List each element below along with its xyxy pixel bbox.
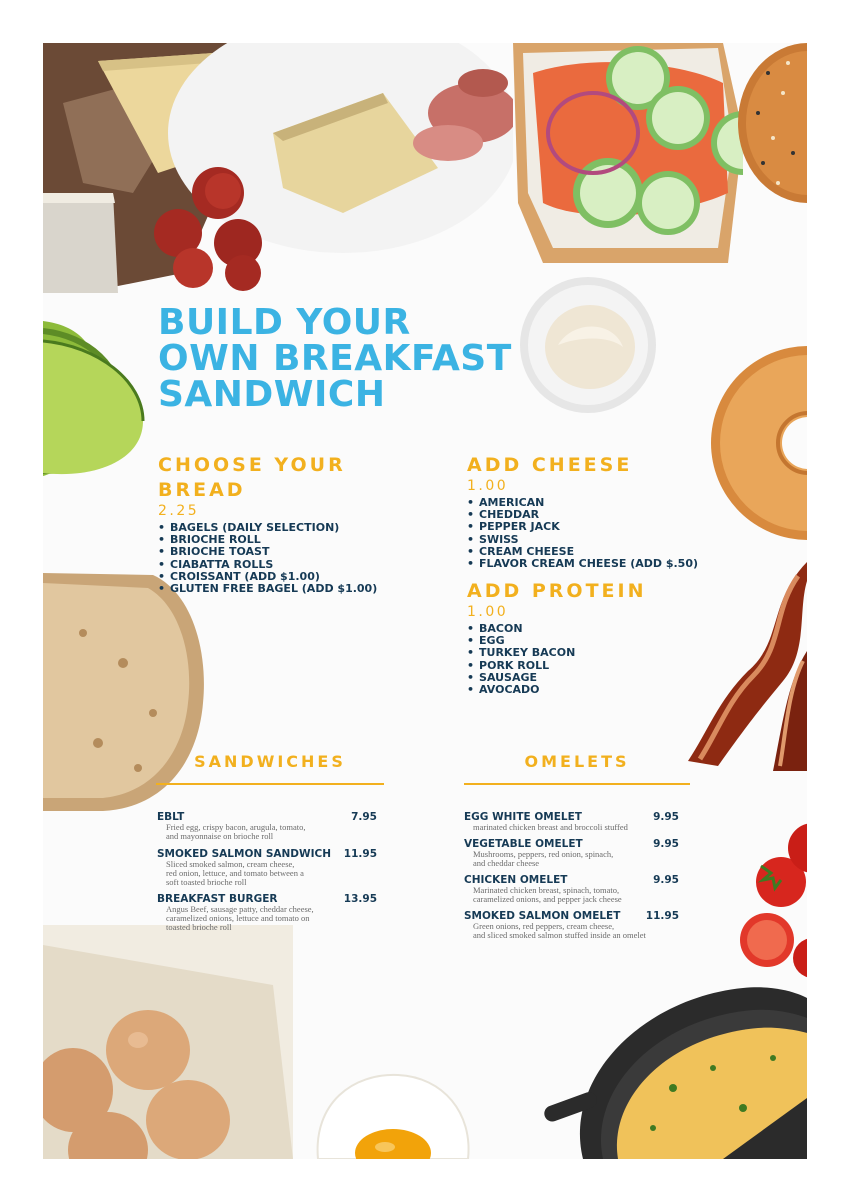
cheese-heading: ADD CHEESE (467, 454, 633, 476)
title-line-3: SANDWICH (158, 374, 386, 415)
item-desc-line: Marinated chicken breast, spinach, tomato, (473, 885, 620, 895)
skillet-omelet-icon (543, 978, 807, 1159)
item-desc-line: and cheddar cheese (473, 858, 540, 869)
list-item: • BAGELS (DAILY SELECTION) (158, 522, 378, 534)
item-name: EBLT (157, 811, 185, 823)
item-desc-line: Sliced smoked salmon, cream cheese, (166, 859, 295, 869)
sandwiches-divider (156, 783, 384, 785)
list-item: • AMERICAN (467, 497, 707, 509)
sandwich-item-eblt (157, 811, 377, 841)
item-price: 9.95 (653, 838, 679, 850)
item-desc-line: and mayonnaise on brioche roll (166, 831, 274, 842)
item-desc-line: Mushrooms, peppers, red onion, spinach, (473, 849, 614, 859)
item-desc-line: marinated chicken breast and broccoli stuffed (473, 822, 628, 832)
item-desc-line: soft toasted brioche roll (166, 877, 247, 888)
omelet-item-vegetable (464, 838, 679, 868)
list-item: • PEPPER JACK (467, 521, 707, 533)
omelet-item-smoked-salmon (464, 910, 679, 940)
menu-page (43, 43, 807, 1159)
bread-list (158, 522, 378, 595)
item-price: 13.95 (343, 893, 377, 905)
sandwiches-header (156, 752, 384, 785)
item-desc-line: caramelized onions, lettuce and tomato on (166, 913, 310, 924)
title-line-1: BUILD YOUR (158, 302, 411, 343)
list-item: • BRIOCHE TOAST (158, 546, 378, 558)
item-desc-line: and sliced smoked salmon stuffed inside an omelet (473, 930, 646, 941)
item-desc-line: toasted brioche roll (166, 922, 232, 933)
menu-title (158, 302, 518, 415)
list-item: • CHEDDAR (467, 509, 707, 521)
list-item: • BACON (467, 623, 687, 635)
list-item: • BRIOCHE ROLL (158, 534, 378, 546)
omelets-heading: OMELETS (524, 752, 630, 771)
item-desc-line: Green onions, red peppers, cream cheese, (473, 921, 615, 931)
protein-list (467, 623, 687, 696)
list-item: • GLUTEN FREE BAGEL (ADD $1.00) (158, 583, 378, 595)
cheese-board-icon (43, 43, 513, 303)
cheese-section (467, 453, 707, 570)
list-item: • AVOCADO (467, 684, 687, 696)
list-item: • CROISSANT (ADD $1.00) (158, 571, 378, 583)
item-desc-line: red onion, lettuce, and tomato between a (166, 868, 304, 879)
item-name: CHICKEN OMELET (464, 874, 568, 886)
list-item: • SWISS (467, 534, 707, 546)
list-item: • FLAVOR CREAM CHEESE (ADD $.50) (467, 558, 707, 570)
bread-heading-line-2: BREAD (158, 479, 246, 501)
item-name: BREAKFAST BURGER (157, 893, 278, 905)
item-price: 7.95 (351, 811, 377, 823)
cheese-price: 1.00 (467, 478, 509, 494)
bread-section (158, 453, 378, 595)
protein-heading: ADD PROTEIN (467, 580, 647, 602)
list-item: • EGG (467, 635, 687, 647)
sandwiches-heading: SANDWICHES (194, 752, 346, 771)
item-price: 9.95 (653, 874, 679, 886)
item-desc-line: caramelized onions, and pepper jack cheese (473, 894, 622, 905)
omelets-divider (464, 783, 690, 785)
item-price: 9.95 (653, 811, 679, 823)
sandwich-item-breakfast-burger (157, 893, 377, 933)
list-item: • TURKEY BACON (467, 647, 687, 659)
item-name: SMOKED SALMON SANDWICH (157, 848, 331, 860)
fried-egg-icon (313, 1063, 473, 1159)
item-name: SMOKED SALMON OMELET (464, 910, 621, 922)
omelet-item-chicken (464, 874, 679, 904)
eggs-carton-icon (43, 925, 293, 1159)
salmon-bagel-icon (513, 43, 743, 268)
protein-price: 1.00 (467, 604, 509, 620)
item-name: EGG WHITE OMELET (464, 811, 582, 823)
item-name: VEGETABLE OMELET (464, 838, 583, 850)
omelets-header (464, 752, 690, 785)
title-line-2: OWN BREAKFAST (158, 338, 512, 379)
item-desc-line: Angus Beef, sausage patty, cheddar cheese, (166, 904, 314, 914)
cheese-list (467, 497, 707, 570)
bread-price: 2.25 (158, 503, 200, 519)
list-item: • CREAM CHEESE (467, 546, 707, 558)
avocado-icon (43, 321, 148, 481)
sandwich-item-smoked-salmon (157, 848, 377, 888)
protein-section (467, 579, 687, 696)
plain-bagel-icon (711, 343, 807, 543)
item-desc-line: Fried egg, crispy bacon, arugula, tomato, (166, 822, 306, 832)
list-item: • PORK ROLL (467, 660, 687, 672)
item-price: 11.95 (645, 910, 679, 922)
omelet-item-egg-white (464, 811, 679, 832)
sesame-bagel-icon (738, 43, 807, 203)
list-item: • CIABATTA ROLLS (158, 559, 378, 571)
tomato-icon (733, 818, 807, 978)
bread-heading-line-1: CHOOSE YOUR (158, 454, 346, 476)
cream-cheese-bowl-icon (518, 275, 658, 415)
item-price: 11.95 (343, 848, 377, 860)
bacon-icon (688, 561, 807, 771)
list-item: • SAUSAGE (467, 672, 687, 684)
